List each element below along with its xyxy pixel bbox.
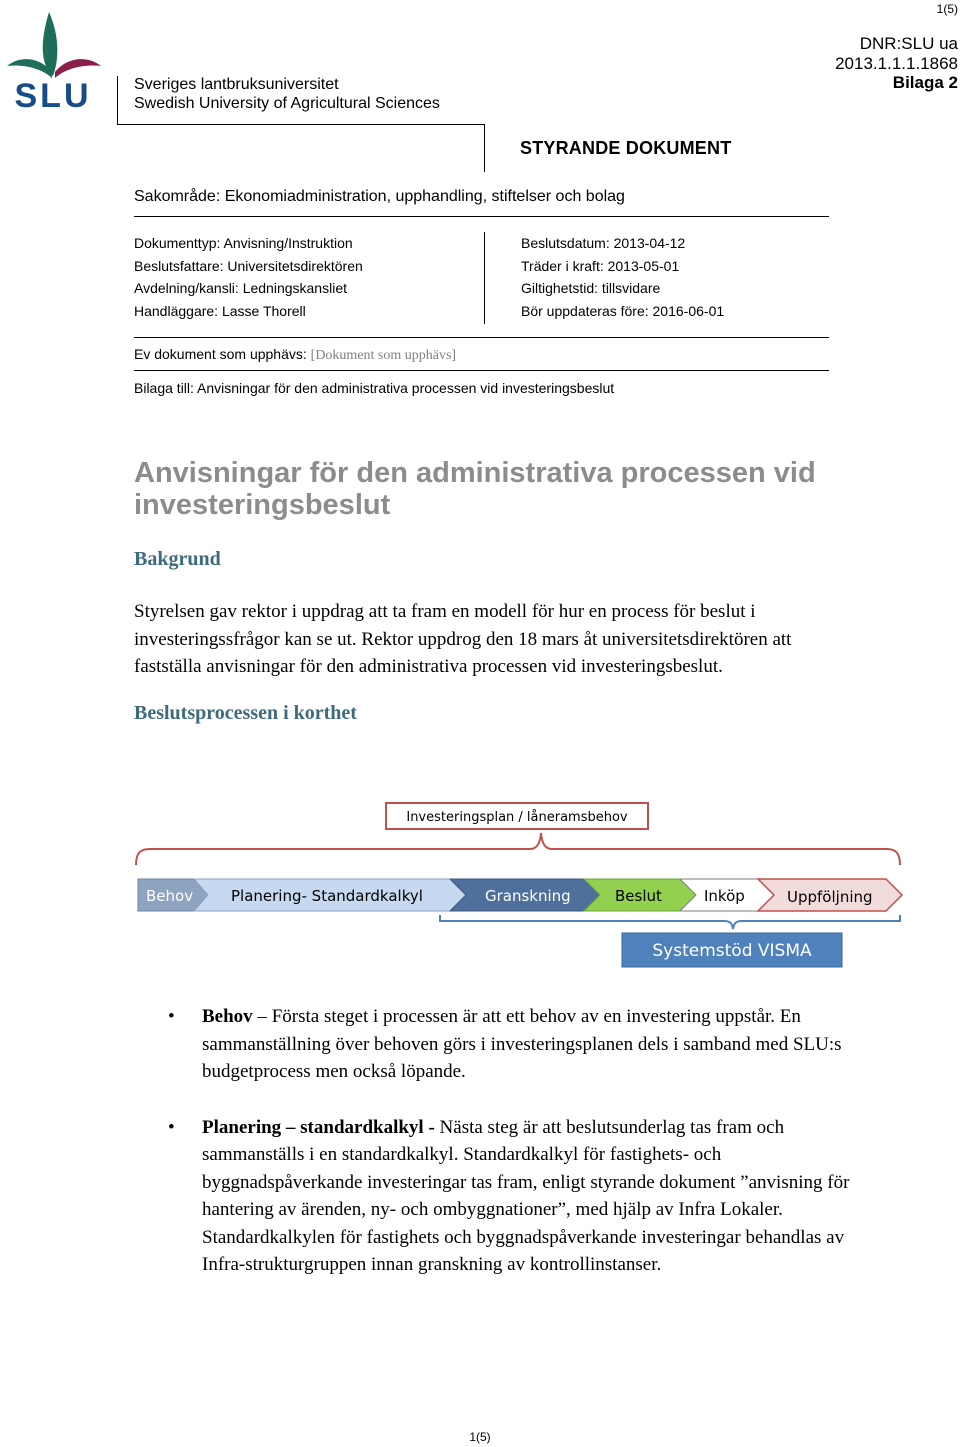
logo-text: SLU: [14, 77, 92, 110]
visma-label: Systemstöd VISMA: [652, 941, 812, 961]
page-indicator-bottom: 1(5): [469, 1430, 491, 1444]
divider-1: [134, 216, 829, 217]
step-inkop-label: Inköp: [704, 887, 745, 905]
heading-bakgrund: Bakgrund: [134, 548, 221, 570]
university-name-sv: Sveriges lantbruksuniversitet: [134, 76, 339, 93]
bakgrund-paragraph: Styrelsen gav rektor i uppdrag att ta fram en modell för hur en process för beslut i investeringssfrågor kan se ut. Rektor uppdrog den 18 mars åt universitetsdirektören att fastställa anvisningar för den administrativa processen vid investeringsbeslut.: [134, 601, 792, 677]
investment-plan-label: Investeringsplan / låneramsbehov: [406, 810, 628, 825]
process-diagram: [130, 797, 910, 973]
divider-2: [134, 337, 829, 338]
attachment-to: Bilaga till: Anvisningar för den administrativa processen vid investeringsbeslut: [134, 380, 615, 396]
repealed-label: Ev dokument som upphävs:: [134, 346, 311, 362]
meta-department: Avdelning/kansli: Ledningskansliet: [134, 280, 347, 297]
heading-beslutsprocessen: Beslutsprocessen i korthet: [134, 702, 357, 724]
meta-left: [134, 232, 363, 322]
bullet-planering-title: Planering – standardkalkyl -: [202, 1116, 435, 1138]
sakomrade: Sakområde: Ekonomiadministration, upphandling, stiftelser och bolag: [134, 188, 625, 205]
meta-handler: Handläggare: Lasse Thorell: [134, 302, 306, 319]
meta-decision-date: Beslutsdatum: 2013-04-12: [521, 235, 686, 251]
meta-validity: Giltighetstid: tillsvidare: [521, 280, 661, 297]
logo-leaf-right: [55, 59, 101, 78]
meta-update-before: Bör uppdateras före: 2016-06-01: [521, 302, 725, 319]
bullet-dot: •: [168, 1116, 175, 1138]
meta-decision-maker: Beslutsfattare: Universitetsdirektören: [134, 257, 363, 274]
bullet-planering-text: Nästa steg är att beslutsunderlag tas fram och sammanställs i en standardkalkyl. Standardkalkyl för fastighets- och byggnadspåverkande investeringar tas fram, enligt styrande dokument ”anvisning för hantering av ärenden, ny- och ombyggnationer”, med hjälp av Infra Lokaler. Standardkalkylen för fastighets och byggnadspåverkande investeringar behandlas av Infra-strukturgruppen innan granskning av kontrollinstanser.: [202, 1116, 850, 1275]
bullet-dot: •: [168, 1006, 175, 1027]
step-granskning-label: Granskning: [485, 887, 571, 905]
header-frame-right: [484, 124, 485, 172]
dnr-line-3: Bilaga 2: [892, 73, 958, 92]
repealed-placeholder: [Dokument som upphävs]: [310, 348, 457, 363]
bullet-planering: [134, 1114, 854, 1279]
document-type-heading: STYRANDE DOKUMENT: [520, 138, 732, 158]
meta-effective-date: Träder i kraft: 2013-05-01: [521, 257, 680, 274]
university-name-en: Swedish University of Agricultural Sciences: [134, 95, 440, 112]
top-brace: [136, 833, 900, 865]
bullet-behov: [134, 1003, 854, 1086]
bullet-behov-text: – Första steget i processen är att ett behov av en investering uppstår. En sammanställning över behoven görs i investeringsplanen dels i samband med SLU:s budgetprocess men också löpande.: [202, 1006, 842, 1082]
divider-3: [134, 370, 829, 371]
bullet-list: [134, 1003, 854, 1307]
header-frame-left: [117, 76, 118, 124]
dnr-block: [835, 34, 958, 93]
dnr-line-1: DNR:SLU ua: [859, 34, 958, 53]
main-title: Anvisningar för den administrativa processen vid investeringsbeslut: [134, 457, 816, 521]
step-beslut-label: Beslut: [615, 887, 662, 905]
step-behov-label: Behov: [146, 887, 194, 905]
repealed-documents: [134, 346, 456, 364]
step-planering-label: Planering- Standardkalkyl: [231, 887, 423, 905]
page-indicator-top: 1(5): [936, 2, 958, 16]
meta-divider: [484, 232, 485, 324]
meta-right: [521, 232, 724, 322]
header-frame-bottom: [117, 124, 484, 125]
bottom-brace: [440, 915, 900, 929]
bullet-behov-title: Behov: [202, 1006, 253, 1027]
university-name: [134, 75, 440, 113]
step-uppfoljning-label: Uppföljning: [787, 888, 873, 906]
slu-logo: [5, 10, 105, 110]
meta-document-type: Dokumenttyp: Anvisning/Instruktion: [134, 235, 353, 251]
dnr-line-2: 2013.1.1.1.1868: [835, 53, 958, 73]
